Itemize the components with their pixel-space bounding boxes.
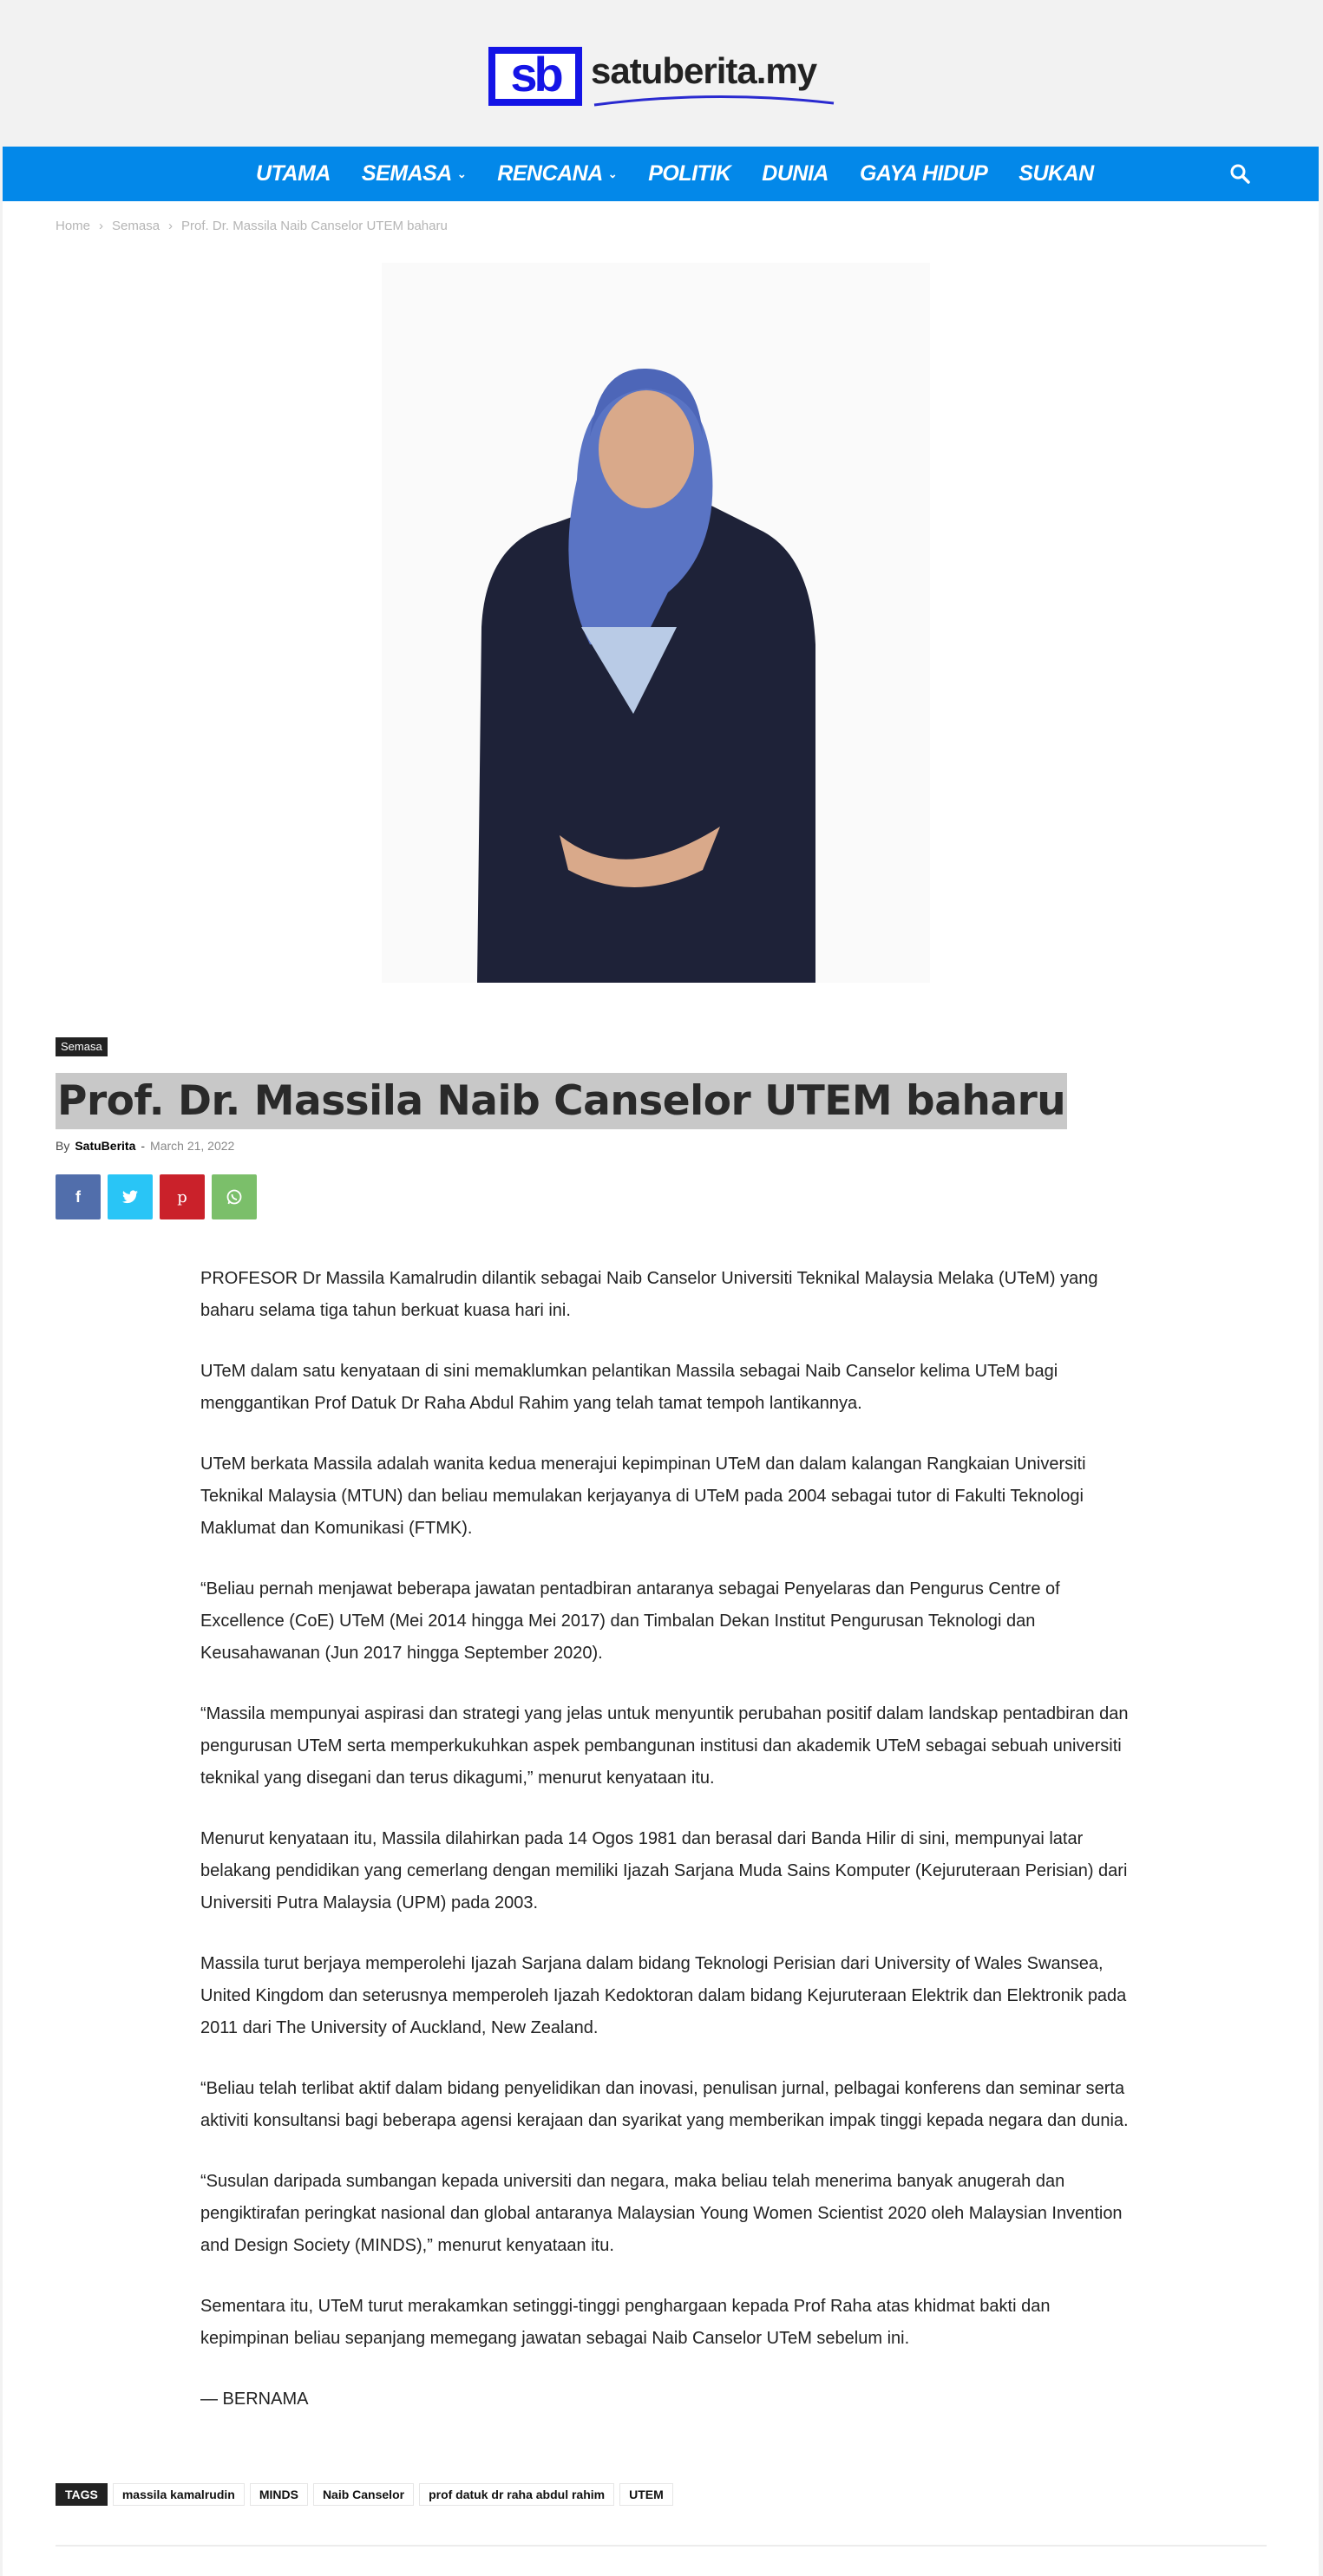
featured-image	[382, 263, 930, 983]
article-paragraph: PROFESOR Dr Massila Kamalrudin dilantik sebagai Naib Canselor Universiti Teknikal Malaysia Melaka (UTeM) yang baharu selama tiga tahun berkuat kuasa hari ini.	[200, 1269, 1098, 1320]
tag-link[interactable]: UTEM	[619, 2483, 673, 2506]
article-paragraph: UTeM berkata Massila adalah wanita kedua menerajui kepimpinan UTeM dan dalam kalangan Rangkaian Universiti Teknikal Malaysia (MTUN) dan beliau memulakan kerjayanya di UTeM pada 2004 sebagai tutor di Fakulti Teknologi Maklumat dan Komunikasi (FTMK).	[200, 1455, 1086, 1538]
nav-item-politik[interactable]	[648, 161, 730, 186]
byline-dash: -	[141, 1139, 146, 1153]
logo-mark	[488, 47, 582, 106]
logo-mark-text: sb	[510, 47, 560, 101]
nav-item-gaya-hidup[interactable]	[860, 161, 987, 186]
portrait-illustration	[382, 263, 930, 983]
breadcrumb-home[interactable]: Home	[56, 219, 91, 233]
breadcrumb-separator: ›	[168, 219, 174, 233]
tag-link[interactable]: prof datuk dr raha abdul rahim	[419, 2483, 614, 2506]
breadcrumb-current: Prof. Dr. Massila Naib Canselor UTEM baharu	[181, 219, 448, 233]
share-buttons	[56, 1174, 257, 1219]
article-source: — BERNAMA	[200, 2390, 309, 2409]
tag-link[interactable]: MINDS	[250, 2483, 308, 2506]
divider	[56, 2545, 1267, 2547]
logo-swoosh	[593, 93, 835, 107]
nav-item-utama[interactable]	[256, 161, 331, 186]
author-link[interactable]: SatuBerita	[75, 1139, 136, 1153]
nav-label: POLITIK	[648, 161, 731, 186]
logo-text: satuberita.my	[591, 50, 817, 91]
article-body	[200, 1263, 1129, 2444]
chevron-down-icon: ⌄	[456, 167, 467, 180]
whatsapp-share-button[interactable]	[212, 1174, 257, 1219]
article-paragraph: “Beliau telah terlibat aktif dalam bidang penyelidikan dan inovasi, penulisan jurnal, pelbagai konferens dan seminar serta aktiviti konsultansi bagi beberapa agensi kerajaan dan syarikat yang memberikan impak tinggi kepada negara dan dunia.	[200, 2079, 1129, 2130]
whatsapp-icon	[226, 1188, 243, 1206]
twitter-icon	[122, 1190, 138, 1204]
tags-label: TAGS	[56, 2483, 108, 2506]
site-header	[0, 0, 1323, 146]
nav-label: UTAMA	[256, 161, 331, 186]
nav-label: DUNIA	[762, 161, 829, 186]
site-logo[interactable]	[488, 44, 835, 108]
article-paragraph: UTeM dalam satu kenyataan di sini memaklumkan pelantikan Massila sebagai Naib Canselor kelima UTeM bagi menggantikan Prof Datuk Dr Raha Abdul Rahim yang telah tamat tempoh lantikannya.	[200, 1362, 1058, 1413]
article-paragraph: “Beliau pernah menjawat beberapa jawatan pentadbiran antaranya sebagai Penyelaras dan Pengurus Centre of Excellence (CoE) UTeM (Mei 2014 hingga Mei 2017) dan Timbalan Dekan Institut Pengurusan Teknologi dan Keusahawanan (Jun 2017 hingga September 2020).	[200, 1579, 1060, 1663]
article-title: Prof. Dr. Massila Naib Canselor UTEM baharu	[56, 1073, 1067, 1129]
search-icon[interactable]	[1228, 161, 1254, 187]
nav-item-sukan[interactable]	[1018, 161, 1093, 186]
article-paragraph: “Massila mempunyai aspirasi dan strategi yang jelas untuk menyuntik perubahan positif dalam landskap pentadbiran dan pengurusan UTeM serta memperkukuhkan aspek pembangunan institusi dan akademik UTeM sebagai sebuah universiti teknikal yang disegani dan terus dikagumi,” menurut kenyataan itu.	[200, 1704, 1129, 1788]
article-paragraph: Massila turut berjaya memperolehi Ijazah Sarjana dalam bidang Teknologi Perisian dari University of Wales Swansea, United Kingdom dan seterusnya memperoleh Ijazah Kedoktoran dalam bidang Kejuruteraan Elektrik dan Elektronik pada 2011 dari The University of Auckland, New Zealand.	[200, 1954, 1127, 2037]
article-page	[3, 201, 1319, 2576]
tag-link[interactable]: massila kamalrudin	[113, 2483, 245, 2506]
pinterest-icon: p	[177, 1187, 187, 1206]
pinterest-share-button[interactable]	[160, 1174, 205, 1219]
post-date: March 21, 2022	[150, 1139, 235, 1153]
breadcrumb	[56, 219, 448, 233]
twitter-share-button[interactable]	[108, 1174, 153, 1219]
byline	[56, 1139, 234, 1153]
article-paragraph: Sementara itu, UTeM turut merakamkan setinggi-tinggi penghargaan kepada Prof Raha atas khidmat bakti dan kepimpinan beliau sepanjang memegang jawatan sebagai Naib Canselor UTeM sebelum ini.	[200, 2297, 1051, 2348]
main-nav	[3, 147, 1319, 201]
breadcrumb-section[interactable]: Semasa	[112, 219, 160, 233]
byline-by: By	[56, 1139, 70, 1153]
facebook-icon: f	[75, 1187, 81, 1206]
breadcrumb-separator: ›	[99, 219, 104, 233]
nav-item-rencana[interactable]	[497, 161, 617, 186]
nav-item-dunia[interactable]	[762, 161, 829, 186]
tags-list	[56, 2483, 673, 2506]
article-paragraph: “Susulan daripada sumbangan kepada universiti dan negara, maka beliau telah menerima banyak anugerah dan pengiktirafan peringkat nasional dan global antaranya Malaysian Young Women Scientist 2020 oleh Malaysian Invention and Design Society (MINDS),” menurut kenyataan itu.	[200, 2172, 1123, 2255]
nav-label: SEMASA	[361, 161, 452, 186]
category-badge[interactable]: Semasa	[56, 1037, 108, 1056]
nav-item-semasa[interactable]	[362, 161, 466, 186]
nav-label: SUKAN	[1018, 161, 1094, 186]
nav-label: GAYA HIDUP	[859, 161, 988, 186]
nav-label: RENCANA	[497, 161, 603, 186]
chevron-down-icon: ⌄	[607, 167, 618, 180]
tag-link[interactable]: Naib Canselor	[313, 2483, 414, 2506]
facebook-share-button[interactable]	[56, 1174, 101, 1219]
article-paragraph: Menurut kenyataan itu, Massila dilahirkan pada 14 Ogos 1981 dan berasal dari Banda Hilir di sini, mempunyai latar belakang pendidikan yang cemerlang dengan memiliki Ijazah Sarjana Muda Sains Komputer (Kejuruteraan Perisian) dari Universiti Putra Malaysia (UPM) pada 2003.	[200, 1829, 1128, 1912]
